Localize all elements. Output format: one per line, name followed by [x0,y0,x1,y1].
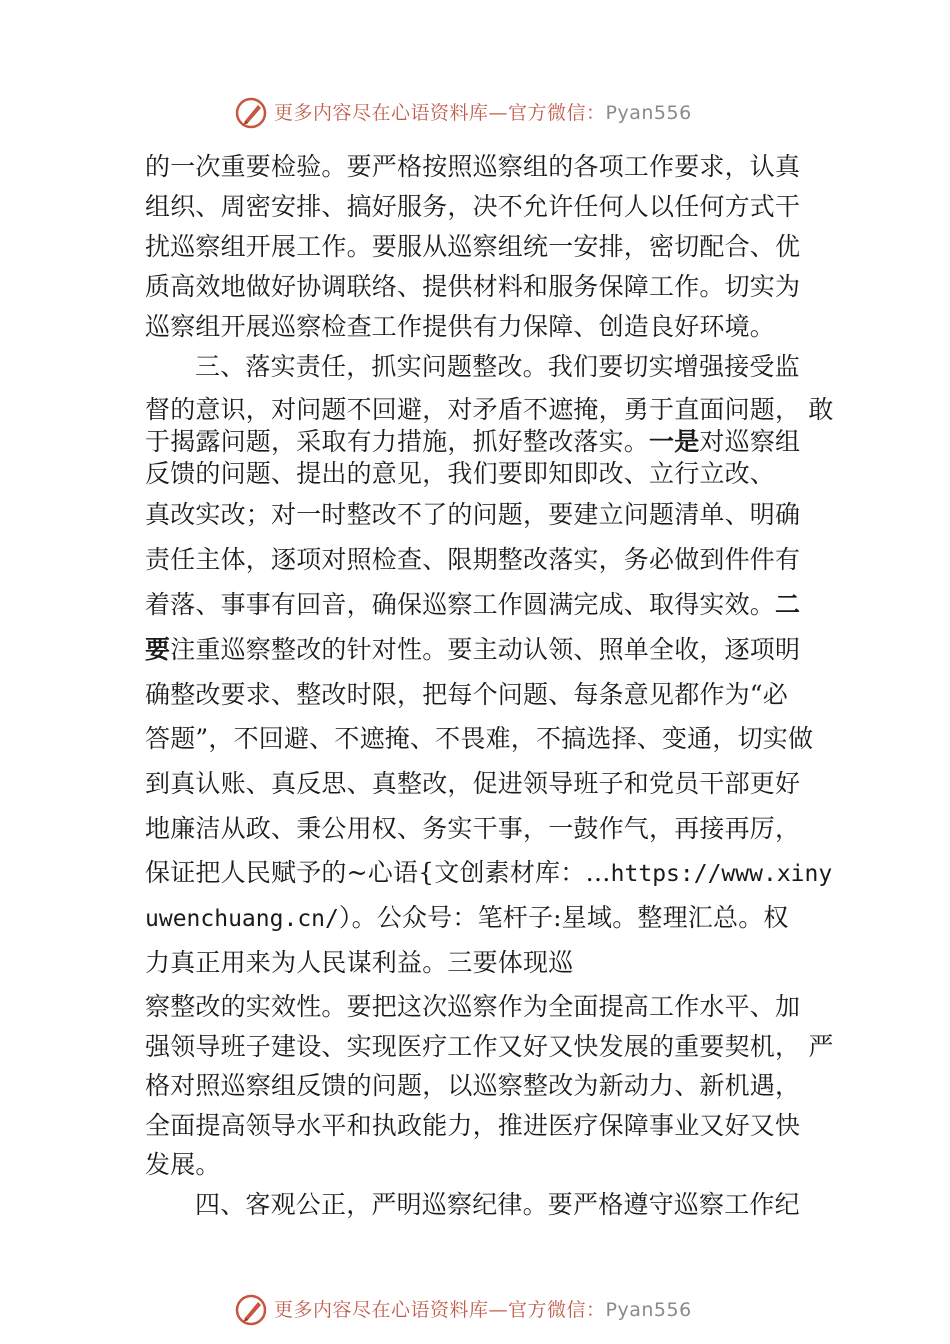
bold-marker: 要 [145,635,171,664]
text-line: 格对照巡察组反馈的问题，以巡察整改为新动力、新机遇， [145,1071,801,1100]
website-url-cont: uwenchuang.cn/ [145,906,339,932]
pen-logo-icon [234,96,268,130]
banner-text: 更多内容尽在心语资料库—官方微信：Pyan556 [274,1299,692,1321]
text-line: 责任主体，逐项对照检查、限期整改落实，务必做到件件有 [145,545,801,574]
text-line: 质高效地做好协调联络、提供材料和服务保障工作。切实为 [145,272,801,301]
text-line: 全面提高领导水平和执政能力，推进医疗保障事业又好又快 [145,1111,801,1140]
text-line: 到真认账、真反思、真整改，促进领导班子和党员干部更好 [145,769,801,798]
text-line: 强领导班子建设、实现医疗工作又好又快发展的重要契机， 严 [145,1032,834,1061]
text-line: 巡察组开展巡察检查工作提供有力保障、创造良好环境。 [145,312,776,341]
text-line: 真改实改；对一时整改不了的问题，要建立问题清单、明确 [145,500,801,529]
text-line: 保证把人民赋予的~心语{文创素材库：…https://www.xiny [145,858,833,887]
section-heading-3: 三、落实责任，抓实问题整改。我们要切实增强接受监 [195,352,800,381]
text-line: 督的意识，对问题不回避，对矛盾不遮掩，勇于直面问题， 敢 [145,395,834,424]
text-line: 地廉洁从政、秉公用权、务实干事，一鼓作气，再接再厉， [145,814,801,843]
text-line: 扰巡察组开展工作。要服从巡察组统一安排，密切配合、优 [145,232,801,261]
text-line: 发展。 [145,1150,221,1179]
text-line: 要注重巡察整改的针对性。要主动认领、照单全收，逐项明 [145,635,801,664]
text-line: 着落、事事有回音，确保巡察工作圆满完成、取得实效。二 [145,590,801,619]
header-watermark-banner [0,93,950,133]
text-line: uwenchuang.cn/）。公众号：笔杆子:星域。整理汇总。权 [145,903,789,932]
website-url: https://www.xiny [610,861,833,887]
footer-watermark-banner [0,1290,950,1330]
bold-marker: 二 [775,590,801,619]
text-line: 确整改要求、整改时限，把每个问题、每条意见都作为“必 [145,680,788,709]
banner-text: 更多内容尽在心语资料库—官方微信：Pyan556 [274,102,692,124]
text-line: 于揭露问题，采取有力措施，抓好整改落实。一是对巡察组 [145,427,801,456]
text-line: 察整改的实效性。要把这次巡察作为全面提高工作水平、加 [145,992,801,1021]
pen-logo-icon [234,1293,268,1327]
text-line: 力真正用来为人民谋利益。三要体现巡 [145,948,574,977]
wechat-account: Pyan556 [605,1299,692,1321]
text-line: 反馈的问题、提出的意见，我们要即知即改、立行立改、 [145,459,776,488]
section-heading-4: 四、客观公正，严明巡察纪律。要严格遵守巡察工作纪 [195,1190,800,1219]
bold-marker: 一是 [649,427,700,456]
text-line: 组织、周密安排、搞好服务，决不允许任何人以任何方式干 [145,192,801,221]
wechat-account: Pyan556 [605,102,692,124]
text-line: 答题”，不回避、不遮掩、不畏难，不搞选择、变通，切实做 [145,724,814,753]
text-line: 的一次重要检验。要严格按照巡察组的各项工作要求，认真 [145,152,801,181]
